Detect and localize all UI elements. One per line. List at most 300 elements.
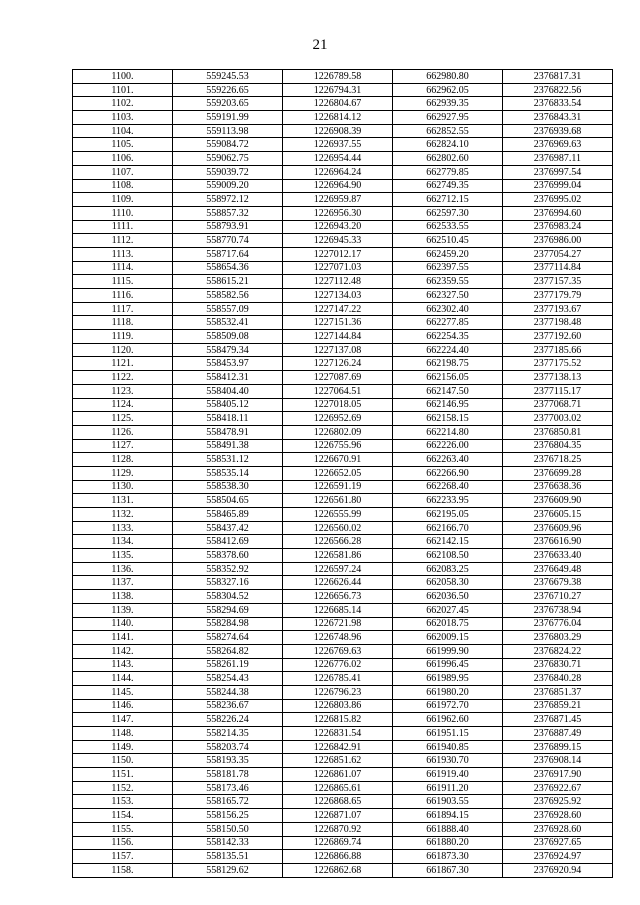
coord-y1-cell: 1226804.67 [283, 97, 393, 111]
point-number-cell: 1110. [73, 206, 173, 220]
table-row [73, 97, 613, 111]
point-number-cell: 1129. [73, 466, 173, 480]
coord-x2-cell: 662214.80 [393, 425, 503, 439]
point-number-cell: 1111. [73, 220, 173, 234]
table-row [73, 179, 613, 193]
coord-y1-cell: 1227144.84 [283, 330, 393, 344]
point-number-cell: 1130. [73, 480, 173, 494]
coord-y2-cell: 2376983.24 [503, 220, 613, 234]
coord-y1-cell: 1226803.86 [283, 699, 393, 713]
point-number-cell: 1144. [73, 672, 173, 686]
coord-x2-cell: 662359.55 [393, 275, 503, 289]
coord-y2-cell: 2376922.67 [503, 781, 613, 795]
point-number-cell: 1150. [73, 754, 173, 768]
table-row [73, 822, 613, 836]
coord-x1-cell: 558535.14 [173, 466, 283, 480]
coord-y2-cell: 2376850.81 [503, 425, 613, 439]
coord-y1-cell: 1226796.23 [283, 685, 393, 699]
point-number-cell: 1146. [73, 699, 173, 713]
coord-y1-cell: 1226591.19 [283, 480, 393, 494]
coord-x1-cell: 558504.65 [173, 494, 283, 508]
coord-y2-cell: 2376609.96 [503, 521, 613, 535]
coord-y1-cell: 1226755.96 [283, 439, 393, 453]
table-row [73, 152, 613, 166]
point-number-cell: 1154. [73, 809, 173, 823]
point-number-cell: 1139. [73, 603, 173, 617]
table-row [73, 261, 613, 275]
point-number-cell: 1142. [73, 644, 173, 658]
coord-x2-cell: 661880.20 [393, 836, 503, 850]
point-number-cell: 1128. [73, 453, 173, 467]
coord-y2-cell: 2376803.29 [503, 631, 613, 645]
coord-x1-cell: 558770.74 [173, 234, 283, 248]
coord-y1-cell: 1226769.63 [283, 644, 393, 658]
coord-y1-cell: 1227087.69 [283, 371, 393, 385]
table-row [73, 193, 613, 207]
coord-x1-cell: 558538.30 [173, 480, 283, 494]
coord-y2-cell: 2376824.22 [503, 644, 613, 658]
coord-y2-cell: 2376851.37 [503, 685, 613, 699]
table-row [73, 644, 613, 658]
coord-x2-cell: 661888.40 [393, 822, 503, 836]
coord-x2-cell: 662962.05 [393, 83, 503, 97]
coord-x1-cell: 559226.65 [173, 83, 283, 97]
coord-x1-cell: 558203.74 [173, 740, 283, 754]
point-number-cell: 1101. [73, 83, 173, 97]
coord-y1-cell: 1227018.05 [283, 398, 393, 412]
point-number-cell: 1131. [73, 494, 173, 508]
coord-x2-cell: 662266.90 [393, 466, 503, 480]
table-row [73, 494, 613, 508]
coord-x1-cell: 558274.64 [173, 631, 283, 645]
table-row [73, 617, 613, 631]
coord-x1-cell: 558418.11 [173, 412, 283, 426]
coord-y2-cell: 2376986.00 [503, 234, 613, 248]
coord-x2-cell: 662147.50 [393, 384, 503, 398]
coord-y1-cell: 1226785.41 [283, 672, 393, 686]
coord-x2-cell: 661940.85 [393, 740, 503, 754]
coord-y2-cell: 2376920.94 [503, 863, 613, 877]
coord-x1-cell: 558479.34 [173, 343, 283, 357]
coord-y2-cell: 2377138.13 [503, 371, 613, 385]
coord-x1-cell: 558327.16 [173, 576, 283, 590]
table-row [73, 699, 613, 713]
coord-y1-cell: 1226566.28 [283, 535, 393, 549]
point-number-cell: 1127. [73, 439, 173, 453]
table-row [73, 631, 613, 645]
coord-y1-cell: 1226851.62 [283, 754, 393, 768]
coord-x2-cell: 662268.40 [393, 480, 503, 494]
coord-y2-cell: 2377193.67 [503, 302, 613, 316]
coord-y2-cell: 2376804.35 [503, 439, 613, 453]
coord-y1-cell: 1226581.86 [283, 549, 393, 563]
coord-x1-cell: 559039.72 [173, 165, 283, 179]
point-number-cell: 1143. [73, 658, 173, 672]
coord-x1-cell: 559062.75 [173, 152, 283, 166]
coord-y1-cell: 1226815.82 [283, 713, 393, 727]
coord-y2-cell: 2376987.11 [503, 152, 613, 166]
coord-x1-cell: 558150.50 [173, 822, 283, 836]
point-number-cell: 1104. [73, 124, 173, 138]
coord-x1-cell: 558214.35 [173, 727, 283, 741]
coord-x2-cell: 662058.30 [393, 576, 503, 590]
coord-x2-cell: 662802.60 [393, 152, 503, 166]
coord-y2-cell: 2377157.35 [503, 275, 613, 289]
table-row [73, 508, 613, 522]
table-row [73, 384, 613, 398]
coord-y2-cell: 2376830.71 [503, 658, 613, 672]
table-row [73, 863, 613, 877]
point-number-cell: 1125. [73, 412, 173, 426]
table-row [73, 206, 613, 220]
coord-x1-cell: 558236.67 [173, 699, 283, 713]
point-number-cell: 1106. [73, 152, 173, 166]
table-row [73, 165, 613, 179]
coord-x2-cell: 661873.30 [393, 850, 503, 864]
coord-x2-cell: 662158.15 [393, 412, 503, 426]
coord-x1-cell: 558478.91 [173, 425, 283, 439]
coord-y2-cell: 2376776.04 [503, 617, 613, 631]
coord-x1-cell: 558142.33 [173, 836, 283, 850]
coord-x1-cell: 558405.12 [173, 398, 283, 412]
coord-y1-cell: 1226862.68 [283, 863, 393, 877]
point-number-cell: 1149. [73, 740, 173, 754]
point-number-cell: 1148. [73, 727, 173, 741]
coord-y1-cell: 1226959.87 [283, 193, 393, 207]
point-number-cell: 1116. [73, 289, 173, 303]
coord-x1-cell: 558531.12 [173, 453, 283, 467]
coord-x2-cell: 662927.95 [393, 111, 503, 125]
coord-x1-cell: 558717.64 [173, 247, 283, 261]
coord-y1-cell: 1226561.80 [283, 494, 393, 508]
coord-x1-cell: 559203.65 [173, 97, 283, 111]
coord-x2-cell: 662510.45 [393, 234, 503, 248]
point-number-cell: 1147. [73, 713, 173, 727]
table-row [73, 371, 613, 385]
coord-x1-cell: 558135.51 [173, 850, 283, 864]
point-number-cell: 1134. [73, 535, 173, 549]
coord-x2-cell: 662980.80 [393, 70, 503, 84]
coord-y2-cell: 2376840.28 [503, 672, 613, 686]
point-number-cell: 1120. [73, 343, 173, 357]
coord-x2-cell: 662749.35 [393, 179, 503, 193]
coord-y1-cell: 1226943.20 [283, 220, 393, 234]
coord-y2-cell: 2376917.90 [503, 768, 613, 782]
table-row [73, 111, 613, 125]
coord-y2-cell: 2376605.15 [503, 508, 613, 522]
table-row [73, 234, 613, 248]
coord-x2-cell: 662036.50 [393, 590, 503, 604]
table-row [73, 836, 613, 850]
coord-y1-cell: 1227112.48 [283, 275, 393, 289]
coord-x1-cell: 559191.99 [173, 111, 283, 125]
table-row [73, 357, 613, 371]
coord-x2-cell: 661930.70 [393, 754, 503, 768]
coord-y1-cell: 1226652.05 [283, 466, 393, 480]
coord-y2-cell: 2376649.48 [503, 562, 613, 576]
point-number-cell: 1118. [73, 316, 173, 330]
coord-y2-cell: 2376817.31 [503, 70, 613, 84]
point-number-cell: 1117. [73, 302, 173, 316]
coord-y1-cell: 1226871.07 [283, 809, 393, 823]
coord-x2-cell: 662779.85 [393, 165, 503, 179]
point-number-cell: 1115. [73, 275, 173, 289]
coord-x2-cell: 662146.95 [393, 398, 503, 412]
coord-x1-cell: 558352.92 [173, 562, 283, 576]
coord-x2-cell: 662233.95 [393, 494, 503, 508]
coord-y1-cell: 1226560.02 [283, 521, 393, 535]
coord-y1-cell: 1226956.30 [283, 206, 393, 220]
table-row [73, 330, 613, 344]
coord-x2-cell: 662142.15 [393, 535, 503, 549]
point-number-cell: 1123. [73, 384, 173, 398]
table-row [73, 480, 613, 494]
coord-y1-cell: 1227147.22 [283, 302, 393, 316]
point-number-cell: 1157. [73, 850, 173, 864]
coord-y1-cell: 1227134.03 [283, 289, 393, 303]
coord-x1-cell: 558284.98 [173, 617, 283, 631]
coord-x1-cell: 558857.32 [173, 206, 283, 220]
coord-y1-cell: 1226866.88 [283, 850, 393, 864]
coord-x1-cell: 558173.46 [173, 781, 283, 795]
coord-x2-cell: 662226.00 [393, 439, 503, 453]
coordinates-table [72, 69, 613, 878]
coord-x2-cell: 662302.40 [393, 302, 503, 316]
coord-y2-cell: 2376908.14 [503, 754, 613, 768]
point-number-cell: 1158. [73, 863, 173, 877]
coord-y2-cell: 2376899.15 [503, 740, 613, 754]
coord-x2-cell: 662939.35 [393, 97, 503, 111]
coord-x2-cell: 662597.30 [393, 206, 503, 220]
coord-x2-cell: 661894.15 [393, 809, 503, 823]
coord-x2-cell: 662195.05 [393, 508, 503, 522]
coord-y1-cell: 1226831.54 [283, 727, 393, 741]
coord-x1-cell: 558294.69 [173, 603, 283, 617]
point-number-cell: 1141. [73, 631, 173, 645]
coord-x1-cell: 558129.62 [173, 863, 283, 877]
coord-x2-cell: 662018.75 [393, 617, 503, 631]
point-number-cell: 1138. [73, 590, 173, 604]
table-row [73, 713, 613, 727]
coord-x1-cell: 559113.98 [173, 124, 283, 138]
coord-x1-cell: 558181.78 [173, 768, 283, 782]
table-row [73, 138, 613, 152]
coord-y1-cell: 1226670.91 [283, 453, 393, 467]
coord-y2-cell: 2376738.94 [503, 603, 613, 617]
coord-y2-cell: 2376679.38 [503, 576, 613, 590]
coord-y2-cell: 2377175.52 [503, 357, 613, 371]
table-row [73, 685, 613, 699]
coord-y1-cell: 1226945.33 [283, 234, 393, 248]
coord-y2-cell: 2376699.28 [503, 466, 613, 480]
page-number: 21 [312, 37, 328, 53]
coord-y1-cell: 1226865.61 [283, 781, 393, 795]
coord-x2-cell: 661999.90 [393, 644, 503, 658]
point-number-cell: 1121. [73, 357, 173, 371]
coord-x1-cell: 558582.56 [173, 289, 283, 303]
coord-x2-cell: 662277.85 [393, 316, 503, 330]
coord-x2-cell: 662533.55 [393, 220, 503, 234]
table-row [73, 535, 613, 549]
table-row [73, 740, 613, 754]
table-row [73, 302, 613, 316]
coord-y1-cell: 1227064.51 [283, 384, 393, 398]
coord-y2-cell: 2376924.97 [503, 850, 613, 864]
coord-y1-cell: 1226842.91 [283, 740, 393, 754]
coord-x2-cell: 662156.05 [393, 371, 503, 385]
coord-x1-cell: 558264.82 [173, 644, 283, 658]
coord-x2-cell: 662852.55 [393, 124, 503, 138]
point-number-cell: 1108. [73, 179, 173, 193]
coord-y2-cell: 2376887.49 [503, 727, 613, 741]
table-row [73, 590, 613, 604]
coord-x1-cell: 558465.89 [173, 508, 283, 522]
coord-y1-cell: 1226776.02 [283, 658, 393, 672]
coord-y2-cell: 2377115.17 [503, 384, 613, 398]
coord-y2-cell: 2376638.36 [503, 480, 613, 494]
coord-x2-cell: 662327.50 [393, 289, 503, 303]
coord-y2-cell: 2376616.90 [503, 535, 613, 549]
coord-y1-cell: 1226964.24 [283, 165, 393, 179]
coord-y2-cell: 2376994.60 [503, 206, 613, 220]
coord-y2-cell: 2376718.25 [503, 453, 613, 467]
coord-x1-cell: 558261.19 [173, 658, 283, 672]
table-row [73, 453, 613, 467]
coord-x1-cell: 559009.20 [173, 179, 283, 193]
coord-x2-cell: 661903.55 [393, 795, 503, 809]
coord-x2-cell: 662108.50 [393, 549, 503, 563]
coord-y1-cell: 1226748.96 [283, 631, 393, 645]
table-row [73, 289, 613, 303]
coord-y1-cell: 1226937.55 [283, 138, 393, 152]
table-row [73, 220, 613, 234]
coord-y1-cell: 1227126.24 [283, 357, 393, 371]
coord-y2-cell: 2377054.27 [503, 247, 613, 261]
coord-y2-cell: 2376871.45 [503, 713, 613, 727]
coord-y2-cell: 2376859.21 [503, 699, 613, 713]
coord-y1-cell: 1226721.98 [283, 617, 393, 631]
point-number-cell: 1132. [73, 508, 173, 522]
coord-y1-cell: 1226952.69 [283, 412, 393, 426]
coord-y2-cell: 2377192.60 [503, 330, 613, 344]
coord-x2-cell: 662712.15 [393, 193, 503, 207]
coord-y1-cell: 1226794.31 [283, 83, 393, 97]
coord-y1-cell: 1226908.39 [283, 124, 393, 138]
table-row [73, 781, 613, 795]
coord-y2-cell: 2376928.60 [503, 822, 613, 836]
table-row [73, 576, 613, 590]
coord-x1-cell: 558412.31 [173, 371, 283, 385]
table-row [73, 658, 613, 672]
point-number-cell: 1105. [73, 138, 173, 152]
coord-x1-cell: 558254.43 [173, 672, 283, 686]
coord-x1-cell: 558972.12 [173, 193, 283, 207]
coord-y2-cell: 2376609.90 [503, 494, 613, 508]
point-number-cell: 1136. [73, 562, 173, 576]
coord-x1-cell: 558793.91 [173, 220, 283, 234]
coord-y2-cell: 2376995.02 [503, 193, 613, 207]
coord-y2-cell: 2377003.02 [503, 412, 613, 426]
table-row [73, 603, 613, 617]
coord-x1-cell: 558165.72 [173, 795, 283, 809]
point-number-cell: 1119. [73, 330, 173, 344]
coord-y2-cell: 2376927.65 [503, 836, 613, 850]
coord-x2-cell: 661972.70 [393, 699, 503, 713]
point-number-cell: 1152. [73, 781, 173, 795]
table-row [73, 850, 613, 864]
coord-y2-cell: 2377068.71 [503, 398, 613, 412]
coord-y1-cell: 1226954.44 [283, 152, 393, 166]
coord-x2-cell: 662166.70 [393, 521, 503, 535]
point-number-cell: 1151. [73, 768, 173, 782]
coord-x2-cell: 661980.20 [393, 685, 503, 699]
coord-x2-cell: 662254.35 [393, 330, 503, 344]
table-row [73, 727, 613, 741]
table-row [73, 439, 613, 453]
point-number-cell: 1122. [73, 371, 173, 385]
point-number-cell: 1153. [73, 795, 173, 809]
coord-y1-cell: 1226802.09 [283, 425, 393, 439]
coord-y2-cell: 2376999.04 [503, 179, 613, 193]
point-number-cell: 1137. [73, 576, 173, 590]
point-number-cell: 1145. [73, 685, 173, 699]
table-row [73, 809, 613, 823]
coord-x1-cell: 559245.53 [173, 70, 283, 84]
coord-x2-cell: 661951.15 [393, 727, 503, 741]
coord-x1-cell: 558193.35 [173, 754, 283, 768]
table-row [73, 124, 613, 138]
coord-y2-cell: 2376969.63 [503, 138, 613, 152]
table-row [73, 398, 613, 412]
coord-y2-cell: 2376925.92 [503, 795, 613, 809]
coord-x2-cell: 662027.45 [393, 603, 503, 617]
coord-y2-cell: 2376833.54 [503, 97, 613, 111]
point-number-cell: 1126. [73, 425, 173, 439]
coord-x2-cell: 661911.20 [393, 781, 503, 795]
table-row [73, 768, 613, 782]
point-number-cell: 1156. [73, 836, 173, 850]
coord-y1-cell: 1227151.36 [283, 316, 393, 330]
table-row [73, 247, 613, 261]
point-number-cell: 1114. [73, 261, 173, 275]
point-number-cell: 1112. [73, 234, 173, 248]
table-row [73, 316, 613, 330]
coord-y1-cell: 1226656.73 [283, 590, 393, 604]
coord-x2-cell: 662263.40 [393, 453, 503, 467]
coord-y1-cell: 1226597.24 [283, 562, 393, 576]
coord-x1-cell: 558453.97 [173, 357, 283, 371]
coord-x1-cell: 558244.38 [173, 685, 283, 699]
coord-y2-cell: 2376633.40 [503, 549, 613, 563]
point-number-cell: 1103. [73, 111, 173, 125]
coord-y2-cell: 2376939.68 [503, 124, 613, 138]
coordinates-table-body [73, 70, 613, 878]
table-row [73, 275, 613, 289]
point-number-cell: 1100. [73, 70, 173, 84]
coord-y2-cell: 2376822.56 [503, 83, 613, 97]
table-row [73, 343, 613, 357]
coord-y1-cell: 1226685.14 [283, 603, 393, 617]
table-row [73, 672, 613, 686]
coord-y1-cell: 1226869.74 [283, 836, 393, 850]
point-number-cell: 1133. [73, 521, 173, 535]
point-number-cell: 1109. [73, 193, 173, 207]
coord-y2-cell: 2377198.48 [503, 316, 613, 330]
table-row [73, 549, 613, 563]
table-row [73, 70, 613, 84]
coord-x1-cell: 558491.38 [173, 439, 283, 453]
coord-x2-cell: 661867.30 [393, 863, 503, 877]
